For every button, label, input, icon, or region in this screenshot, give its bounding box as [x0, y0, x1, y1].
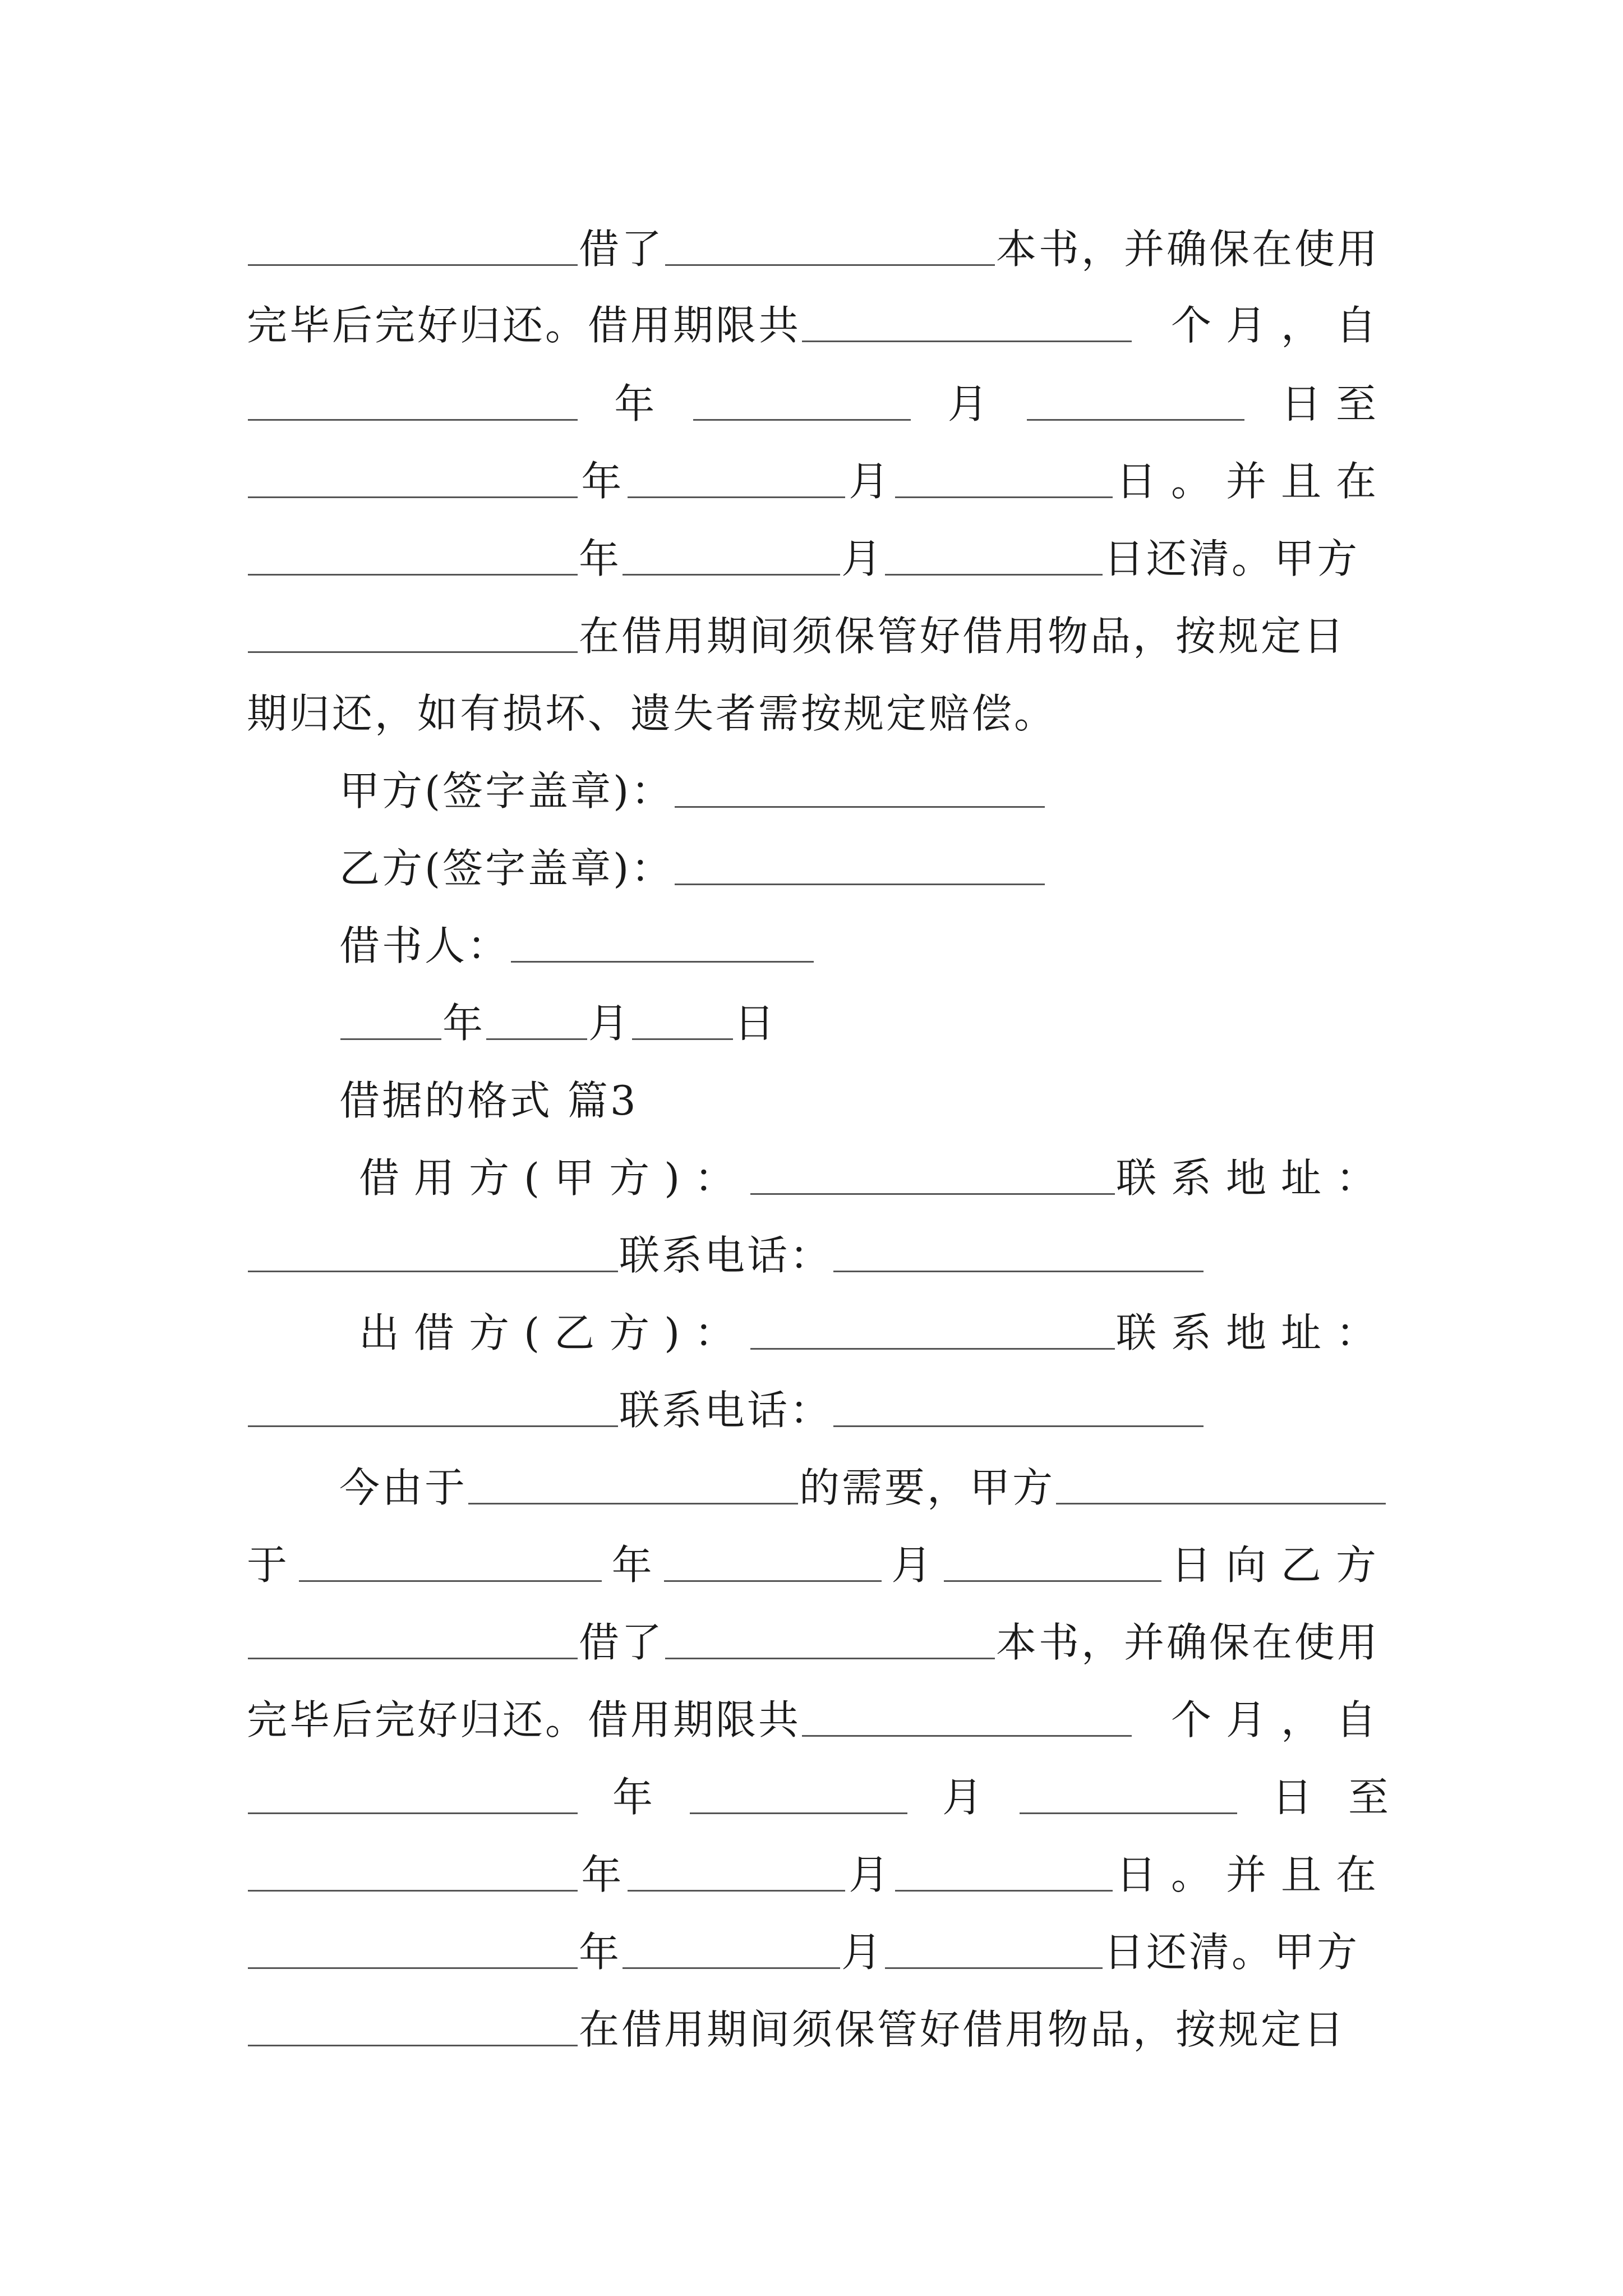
blank-field	[340, 1038, 441, 1040]
text-line	[247, 209, 1391, 276]
text: 日	[1271, 1774, 1315, 1821]
text: 年	[612, 1774, 655, 1821]
text: 月	[849, 1851, 892, 1898]
blank-field	[690, 1812, 907, 1814]
text: 借了	[579, 226, 665, 273]
text: 完毕后完好归还。借用期限共	[247, 302, 801, 349]
text: 日。并且在	[1115, 1851, 1391, 1898]
blank-field	[885, 574, 1103, 576]
blank-field	[248, 1271, 618, 1272]
signature-line-party-b	[339, 828, 1391, 895]
text-line	[247, 1834, 1391, 1902]
phone-line	[247, 1370, 1391, 1437]
text: 年	[579, 535, 622, 582]
label: 联系地址：	[1115, 1154, 1391, 1202]
text: 日向乙方	[1170, 1542, 1391, 1589]
blank-field	[802, 341, 1132, 342]
blank-field	[486, 1038, 587, 1040]
text-line	[247, 441, 1391, 508]
blank-field	[895, 1890, 1113, 1892]
text: 年	[611, 1542, 654, 1589]
text: 月	[942, 1774, 985, 1821]
blank-field	[248, 1425, 618, 1427]
text-line	[247, 673, 1391, 740]
text: 于	[247, 1542, 290, 1589]
text: 个月，自	[1170, 1696, 1391, 1743]
text: 月	[947, 380, 990, 427]
text: 年	[579, 1929, 622, 1976]
section-title-text: 借据的格式 篇3	[339, 1077, 638, 1124]
text: 本书，并确保在使用	[996, 1619, 1380, 1666]
signature-date-line	[339, 983, 1391, 1050]
text-line	[247, 1680, 1391, 1747]
text: 日还清。甲方	[1104, 535, 1360, 582]
blank-field	[750, 1348, 1115, 1350]
label: 联系电话：	[619, 1387, 833, 1434]
text-line	[339, 1447, 1391, 1515]
blank-field	[895, 496, 1113, 498]
blank-field	[468, 1503, 798, 1504]
blank-field	[1056, 1503, 1386, 1504]
text: 月	[841, 1929, 884, 1976]
signature-field	[511, 961, 814, 963]
lender-line	[359, 1292, 1391, 1360]
blank-field	[833, 1425, 1204, 1427]
label: 甲方(签字盖章)：	[339, 767, 674, 815]
blank-field	[885, 1967, 1103, 1969]
blank-field	[628, 1890, 845, 1892]
text: 本书，并确保在使用	[996, 226, 1380, 273]
label: 借书人：	[339, 922, 510, 969]
text: 日还清。甲方	[1104, 1929, 1360, 1976]
text: 月	[891, 1542, 934, 1589]
blank-field	[248, 2045, 578, 2046]
borrower-line	[359, 1138, 1391, 1205]
blank-field	[248, 496, 578, 498]
blank-field	[248, 574, 578, 576]
phone-line	[247, 1215, 1391, 1282]
text: 今由于	[339, 1464, 468, 1511]
blank-field	[1027, 419, 1244, 421]
blank-field	[248, 1890, 578, 1892]
text: 年	[442, 1000, 486, 1047]
blank-field	[248, 651, 578, 653]
text: 日。并且在	[1115, 458, 1391, 505]
blank-field	[632, 1038, 733, 1040]
text: 在借用期间须保管好借用物品，按规定日	[579, 2006, 1347, 2053]
blank-field	[248, 1812, 578, 1814]
text: 期归还，如有损坏、遗失者需按规定赔偿。	[247, 690, 1057, 737]
label: 联系电话：	[619, 1232, 833, 1279]
text-line	[247, 1912, 1391, 1979]
text-line	[247, 596, 1391, 663]
blank-field	[623, 1967, 840, 1969]
text: 月	[849, 458, 892, 505]
text-line	[247, 1757, 1391, 1824]
text: 完毕后完好归还。借用期限共	[247, 1696, 801, 1743]
blank-field	[248, 1967, 578, 1969]
text: 个月，自	[1170, 302, 1391, 349]
section-title	[339, 1060, 1391, 1128]
text: 在借用期间须保管好借用物品，按规定日	[579, 613, 1347, 660]
text: 日至	[1280, 380, 1391, 427]
text-line	[247, 1602, 1391, 1669]
blank-field	[693, 419, 911, 421]
text-line	[247, 518, 1391, 586]
signature-line-borrower	[339, 905, 1391, 973]
label: 出借方(乙方)：	[359, 1309, 750, 1356]
blank-field	[802, 1735, 1132, 1737]
blank-field	[248, 419, 578, 421]
blank-field	[665, 264, 995, 266]
text: 的需要，甲方	[799, 1464, 1055, 1511]
text-line	[247, 1989, 1391, 2056]
label: 借用方(甲方)：	[359, 1154, 750, 1202]
blank-field	[664, 1580, 882, 1582]
signature-line-party-a	[339, 751, 1391, 818]
blank-field	[628, 496, 845, 498]
text: 日	[734, 1000, 777, 1047]
signature-field	[675, 806, 1045, 808]
blank-field	[665, 1658, 995, 1659]
blank-field	[248, 264, 578, 266]
label: 联系地址：	[1115, 1309, 1391, 1356]
text-line	[247, 1525, 1391, 1592]
text-line	[247, 364, 1391, 431]
signature-field	[675, 884, 1045, 885]
text: 年	[581, 458, 624, 505]
text-line	[247, 285, 1391, 352]
blank-field	[1020, 1812, 1237, 1814]
blank-field	[750, 1193, 1115, 1195]
text: 月	[841, 535, 884, 582]
text: 借了	[579, 1619, 665, 1666]
blank-field	[623, 574, 840, 576]
text: 年	[614, 380, 657, 427]
label: 乙方(签字盖章)：	[339, 845, 674, 892]
text: 月	[588, 1000, 631, 1047]
text: 年	[581, 1851, 624, 1898]
text: 至	[1348, 1774, 1391, 1821]
blank-field	[833, 1271, 1204, 1272]
blank-field	[248, 1658, 578, 1659]
blank-field	[299, 1580, 602, 1582]
blank-field	[944, 1580, 1161, 1582]
